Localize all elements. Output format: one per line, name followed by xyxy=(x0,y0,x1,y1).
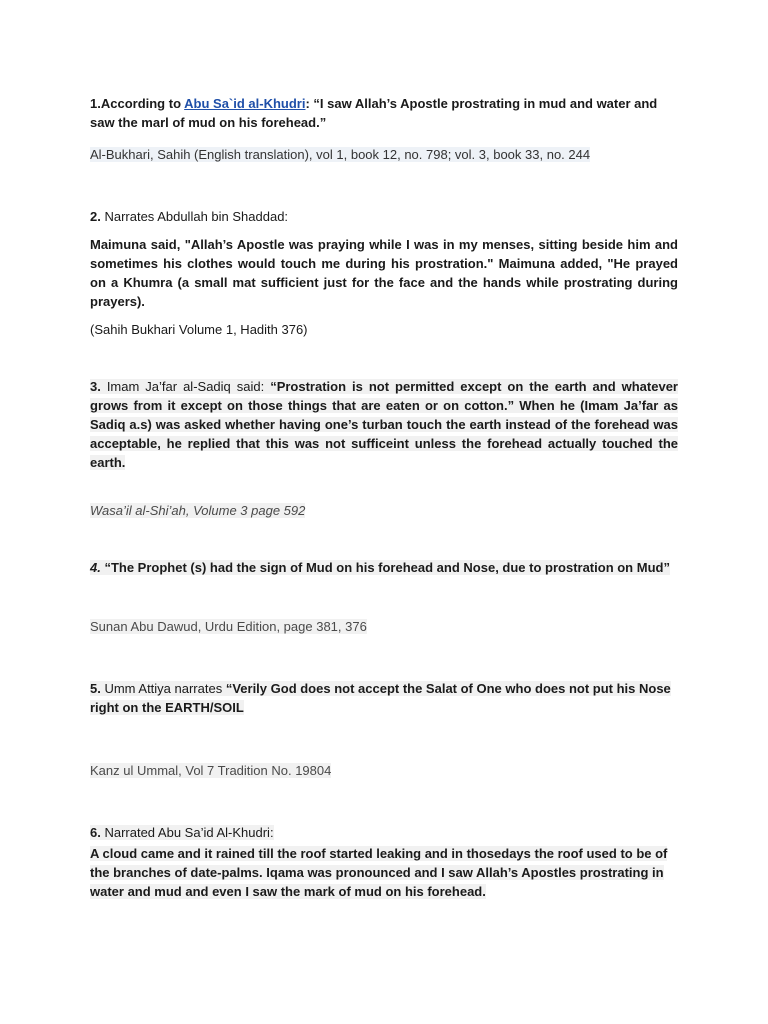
item2-intro-text: Narrates Abdullah bin Shaddad: xyxy=(100,209,289,224)
item3-text xyxy=(90,377,678,472)
item6-number: 6. xyxy=(90,825,101,840)
item3-intro: Imam Ja’far al-Sadiq said: xyxy=(100,379,271,394)
item3-number: 3. xyxy=(90,379,101,394)
item4-citation-text: Sunan Abu Dawud, Urdu Edition, page 381, 376 xyxy=(90,619,367,634)
item1-citation xyxy=(90,145,678,164)
item4-quote xyxy=(90,558,678,577)
item6-quote xyxy=(90,844,678,901)
item2-number: 2. xyxy=(90,209,101,224)
item5-intro: Umm Attiya narrates xyxy=(100,681,226,696)
item2-intro xyxy=(90,207,678,226)
item4-quote-text: “The Prophet (s) had the sign of Mud on his forehead and Nose, due to prostration on Mud” xyxy=(100,560,670,575)
item2-citation: (Sahih Bukhari Volume 1, Hadith 376) xyxy=(90,322,308,337)
item2-quote: Maimuna said, "Allah’s Apostle was praying while I was in my menses, sitting beside him and sometimes his clothes would touch me during his prostration." Maimuna added, "He prayed on a Khumra (a small mat sufficient just for the face and the hands while prostrating during prayers). xyxy=(90,237,678,309)
item6-quote-text: A cloud came and it rained till the roof started leaking and in thosedays the roof used to be of the branches of date-palms. Iqama was pronounced and I saw Allah’s Apostles prostrating in water and mud and even I saw the mark of mud on his forehead. xyxy=(90,846,668,899)
item5-citation-text: Kanz ul Ummal, Vol 7 Tradition No. 19804 xyxy=(90,763,332,778)
item1-quote-text: : “I saw Allah’s Apostle prostrating in mud and water and saw the marl of mud on his forehead.” xyxy=(90,96,658,130)
item4-number: 4. xyxy=(90,560,101,575)
item5-text xyxy=(90,679,678,717)
item5-citation xyxy=(90,761,678,780)
item5-number: 5. xyxy=(90,681,101,696)
item1-citation-text: Al-Bukhari, Sahih (English translation), vol 1, book 12, no. 798; vol. 3, book 33, no. 244 xyxy=(90,147,591,162)
item6-intro xyxy=(90,823,678,842)
item1-prefix: According to xyxy=(100,96,185,111)
item3-body: When he (Imam Ja’far as Sadiq a.s) was asked whether having one’s turban touch the earth instead of the forehead was acceptable, he replied that this was not sufficeint unless the forehead actually touched the earth. xyxy=(90,398,678,470)
item3-citation-text: Wasa’il al-Shi’ah, Volume 3 page 592 xyxy=(90,503,306,518)
item1-quote xyxy=(90,94,678,132)
item3-quote: “Prostration is not permitted except on the earth and whatever grows from it except on those things that are eaten or on cotton.” xyxy=(90,379,678,413)
item5-quote: “Verily God does not accept the Salat of One who does not put his Nose right on the EARTH/SOIL xyxy=(90,681,671,715)
abu-said-link[interactable]: Abu Sa`id al-Khudri xyxy=(184,96,306,111)
item4-citation xyxy=(90,617,678,636)
item6-intro-text: Narrated Abu Sa’id Al-Khudri: xyxy=(100,825,274,840)
item1-number: 1. xyxy=(90,96,101,111)
item3-citation xyxy=(90,501,678,520)
